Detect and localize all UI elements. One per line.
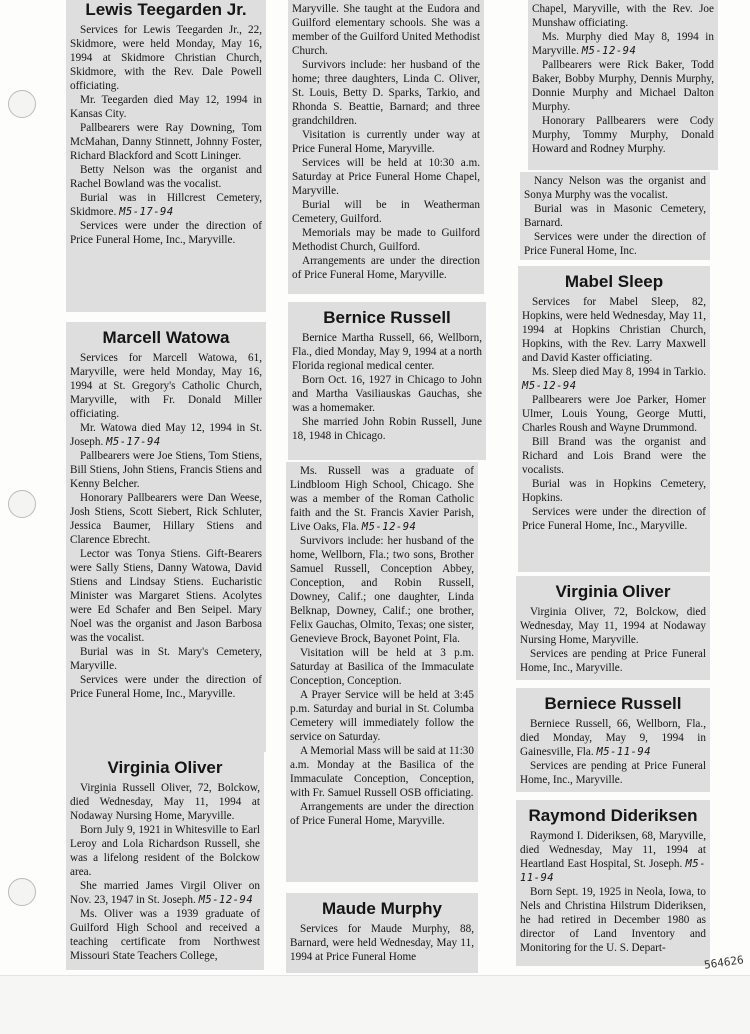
obituary-continuation — [286, 462, 478, 882]
handwritten-id-number: 564626 — [703, 953, 745, 972]
binder-hole-icon — [8, 90, 36, 118]
obituary-body: Maryville. She taught at the Eudora and Guilford elementary schools. She was a member of the Guilford United Methodist Church. Survivors include: her husband of the home; three daughters, Linda C. Oliver, St. Louis, Betty D. Sparks, Tarkio, and Rhonda S. Beattie, Barnard; and three grandchildren. Visitation is currently under way at Price Funeral Home, Maryville. Services will be held at 10:30 a.m. Saturday at Price Funeral Home Chapel, Maryville. Burial will be in Weatherman Cemetery, Guilford. Memorials may be made to Guilford Methodist Church, Guilford. Arrangements are under the direction of Price Funeral Home, Maryville. — [292, 3, 480, 281]
obituary-body: Bernice Martha Russell, 66, Wellborn, Fla., died Monday, May 9, 1994 at a north Florida regional medical center. Born Oct. 16, 1927 in Chicago to John and Martha Vasiliauskas Gauchas, she was a homemaker. She married John Robin Russell, June 18, 1948 in Chicago. — [292, 332, 482, 442]
obituary-body: Services for Lewis Teegarden Jr., 22, Skidmore, were held Monday, May 16, 1994 at Skidmore Christian Church, Skidmore, with the Rev. Dale Powell officiating. Mr. Teegarden died May 12, 1994 in Kansas City. Pallbearers were Ray Downing, Tom McMahan, Danny Stinnett, Johnny Foster, Richard Blackford and Scott Lininger. Betty Nelson was the organist and Rachel Bowland was the vocalist. Burial was in Hillcrest Cemetery, Skidmore. M5-17-94 Services were under the direction of Price Funeral Home, Inc., Maryville. — [70, 24, 262, 246]
obituary-body: Chapel, Maryville, with the Rev. Joe Munshaw officiating. Ms. Murphy died May 8, 1994 in Maryville. M5-12-94 Pallbearers were Rick Baker, Todd Baker, Bobby Murphy, Dennis Murphy, Donnie Murphy and Michael Dalton Murphy. Honorary Pallbearers were Cody Murphy, Tommy Murphy, Donald Howard and Rodney Murphy. — [532, 3, 714, 155]
obituary-clipping — [516, 688, 710, 792]
obituary-body: Berniece Russell, 66, Wellborn, Fla., died Monday, May 9, 1994 in Gainesville, Fla. M5-11-94 Services are pending at Price Funeral Home, Inc., Maryville. — [520, 718, 706, 786]
handwritten-date: M5-12-94 — [581, 45, 637, 57]
obituary-body: Services for Maude Murphy, 88, Barnard, were held Wednesday, May 11, 1994 at Price Funeral Home — [290, 923, 474, 963]
binder-hole-icon — [8, 490, 36, 518]
handwritten-date: M5-17-94 — [106, 436, 161, 448]
obituary-clipping — [286, 893, 478, 973]
obituary-body: Raymond I. Dideriksen, 68, Maryville, died Wednesday, May 11, 1994 at Heartland East Hospital, St. Joseph. M5-11-94 Born Sept. 19, 1925 in Neola, Iowa, to Nels and Christina Hilstrum Dideriksen, he had retired in December 1980 as director of Land Inventory and Monitoring for the U. S. Depart- — [520, 830, 707, 954]
obituary-body: Nancy Nelson was the organist and Sonya Murphy was the vocalist. Burial was in Masonic Cemetery, Barnard. Services were under the direction of Price Funeral Home, Inc. — [524, 175, 706, 257]
handwritten-date: M5-12-94 — [198, 894, 254, 906]
obituary-continuation — [520, 172, 710, 260]
obituary-continuation — [288, 0, 484, 294]
obituary-continuation — [528, 0, 718, 170]
handwritten-date: M5-11-94 — [520, 858, 707, 884]
obituary-heading: Raymond Dideriksen — [528, 806, 698, 825]
obituary-heading: Berniece Russell — [544, 694, 682, 713]
obituary-body: Services for Marcell Watowa, 61, Maryville, were held Monday, May 16, 1994 at St. Gregory's Catholic Church, Maryville, with Fr. Donald Miller officiating. Mr. Watowa died May 12, 1994 in St. Joseph. M5-17-94 Pallbearers were Joe Stiens, Tom Stiens, Bill Stiens, John Stiens, Francis Stiens and Kenny Belcher. Honorary Pallbearers were Dan Weese, Josh Stiens, Scott Siebert, Rick Schluter, Jessica Baumer, Hillary Stiens and Clarence Ebrecht. Lector was Tonya Stiens. Gift-Bearers were Sally Stiens, Danny Watowa, David Stiens and Lindsay Stiens. Eucharistic Minister was Margaret Stiens. Acolytes were Ed Schafer and Ben Seipel. Mary Noel was the organist and Jason Barbosa was the vocalist. Burial was in St. Mary's Cemetery, Maryville. Services were under the direction of Price Funeral Home, Inc., Maryville. — [70, 352, 262, 700]
obituary-body: Virginia Oliver, 72, Bolckow, died Wednesday, May 11, 1994 at Nodaway Nursing Home, Maryville. Services are pending at Price Funeral Home, Inc., Maryville. — [520, 606, 706, 674]
obituary-body: Ms. Russell was a graduate of Lindbloom High School, Chicago. She was a member of the Roman Catholic faith and the St. Francis Xavier Parish, Live Oaks, Fla. M5-12-94 Survivors include: her husband of the home, Wellborn, Fla.; two sons, Brother Samuel Russell, Conception Abbey, Conception, and Robin Russell, Downey, Calif.; one daughter, Linda Belknap, Downey, Calif.; one brother, Felix Gauchas, Olmito, Texas; one sister, Genevieve Brock, Bayonet Point, Fla. Visitation will be held at 3 p.m. Saturday at Basilica of the Immaculate Conception, Conception. A Prayer Service will be held at 3:45 p.m. Saturday and burial in St. Columba Cemetery will immediately follow the service on Saturday. A Memorial Mass will be said at 11:30 a.m. Monday at the Basilica of the Immaculate Conception, Conception, with Fr. Samuel Russell OSB officiating. Arrangements are under the direction of Price Funeral Home, Maryville. — [290, 465, 474, 827]
handwritten-date: M5-12-94 — [522, 380, 577, 392]
obituary-clipping — [516, 800, 710, 966]
obituary-clipping — [516, 576, 710, 680]
obituary-heading: Maude Murphy — [322, 899, 442, 918]
obituary-clipping — [66, 322, 266, 752]
obituary-clipping — [66, 752, 264, 970]
obituary-heading: Virginia Oliver — [107, 758, 223, 777]
obituary-heading: Lewis Teegarden Jr. — [85, 0, 247, 19]
scanner-margin — [0, 975, 750, 1034]
obituary-clipping — [288, 302, 486, 460]
obituary-clipping — [518, 266, 710, 572]
binder-hole-icon — [8, 878, 36, 906]
obituary-body: Services for Mabel Sleep, 82, Hopkins, were held Wednesday, May 11, 1994 at Hopkins Christian Church, Hopkins, with the Rev. Larry Maxwell and David Kaster officiating. Ms. Sleep died May 8, 1994 in Tarkio. M5-12-94 Pallbearers were Joe Parker, Homer Ulmer, Louis Young, George Mutti, Charles Roush and Wayne Drummond. Bill Brand was the organist and Richard and Lois Brand were the vocalists. Burial was in Hopkins Cemetery, Hopkins. Services were under the direction of Price Funeral Home, Inc., Maryville. — [522, 296, 706, 532]
obituary-heading: Bernice Russell — [323, 308, 451, 327]
obituary-body: Virginia Russell Oliver, 72, Bolckow, died Wednesday, May 11, 1994 at Nodaway Nursing Home, Maryville. Born July 9, 1921 in Whitesville to Earl Leroy and Lola Richardson Russell, she was a lifelong resident of the Bolckow area. She married James Virgil Oliver on Nov. 23, 1947 in St. Joseph. M5-12-94 Ms. Oliver was a 1939 graduate of Guilford High School and received a teaching certificate from Northwest Missouri State Teachers College, — [70, 782, 260, 962]
obituary-heading: Virginia Oliver — [555, 582, 671, 601]
obituary-clipping — [66, 0, 266, 312]
handwritten-date: M5-17-94 — [119, 206, 174, 218]
handwritten-date: M5-11-94 — [596, 746, 652, 758]
handwritten-date: M5-12-94 — [361, 521, 417, 533]
obituary-heading: Marcell Watowa — [102, 328, 230, 347]
obituary-heading: Mabel Sleep — [564, 272, 664, 291]
